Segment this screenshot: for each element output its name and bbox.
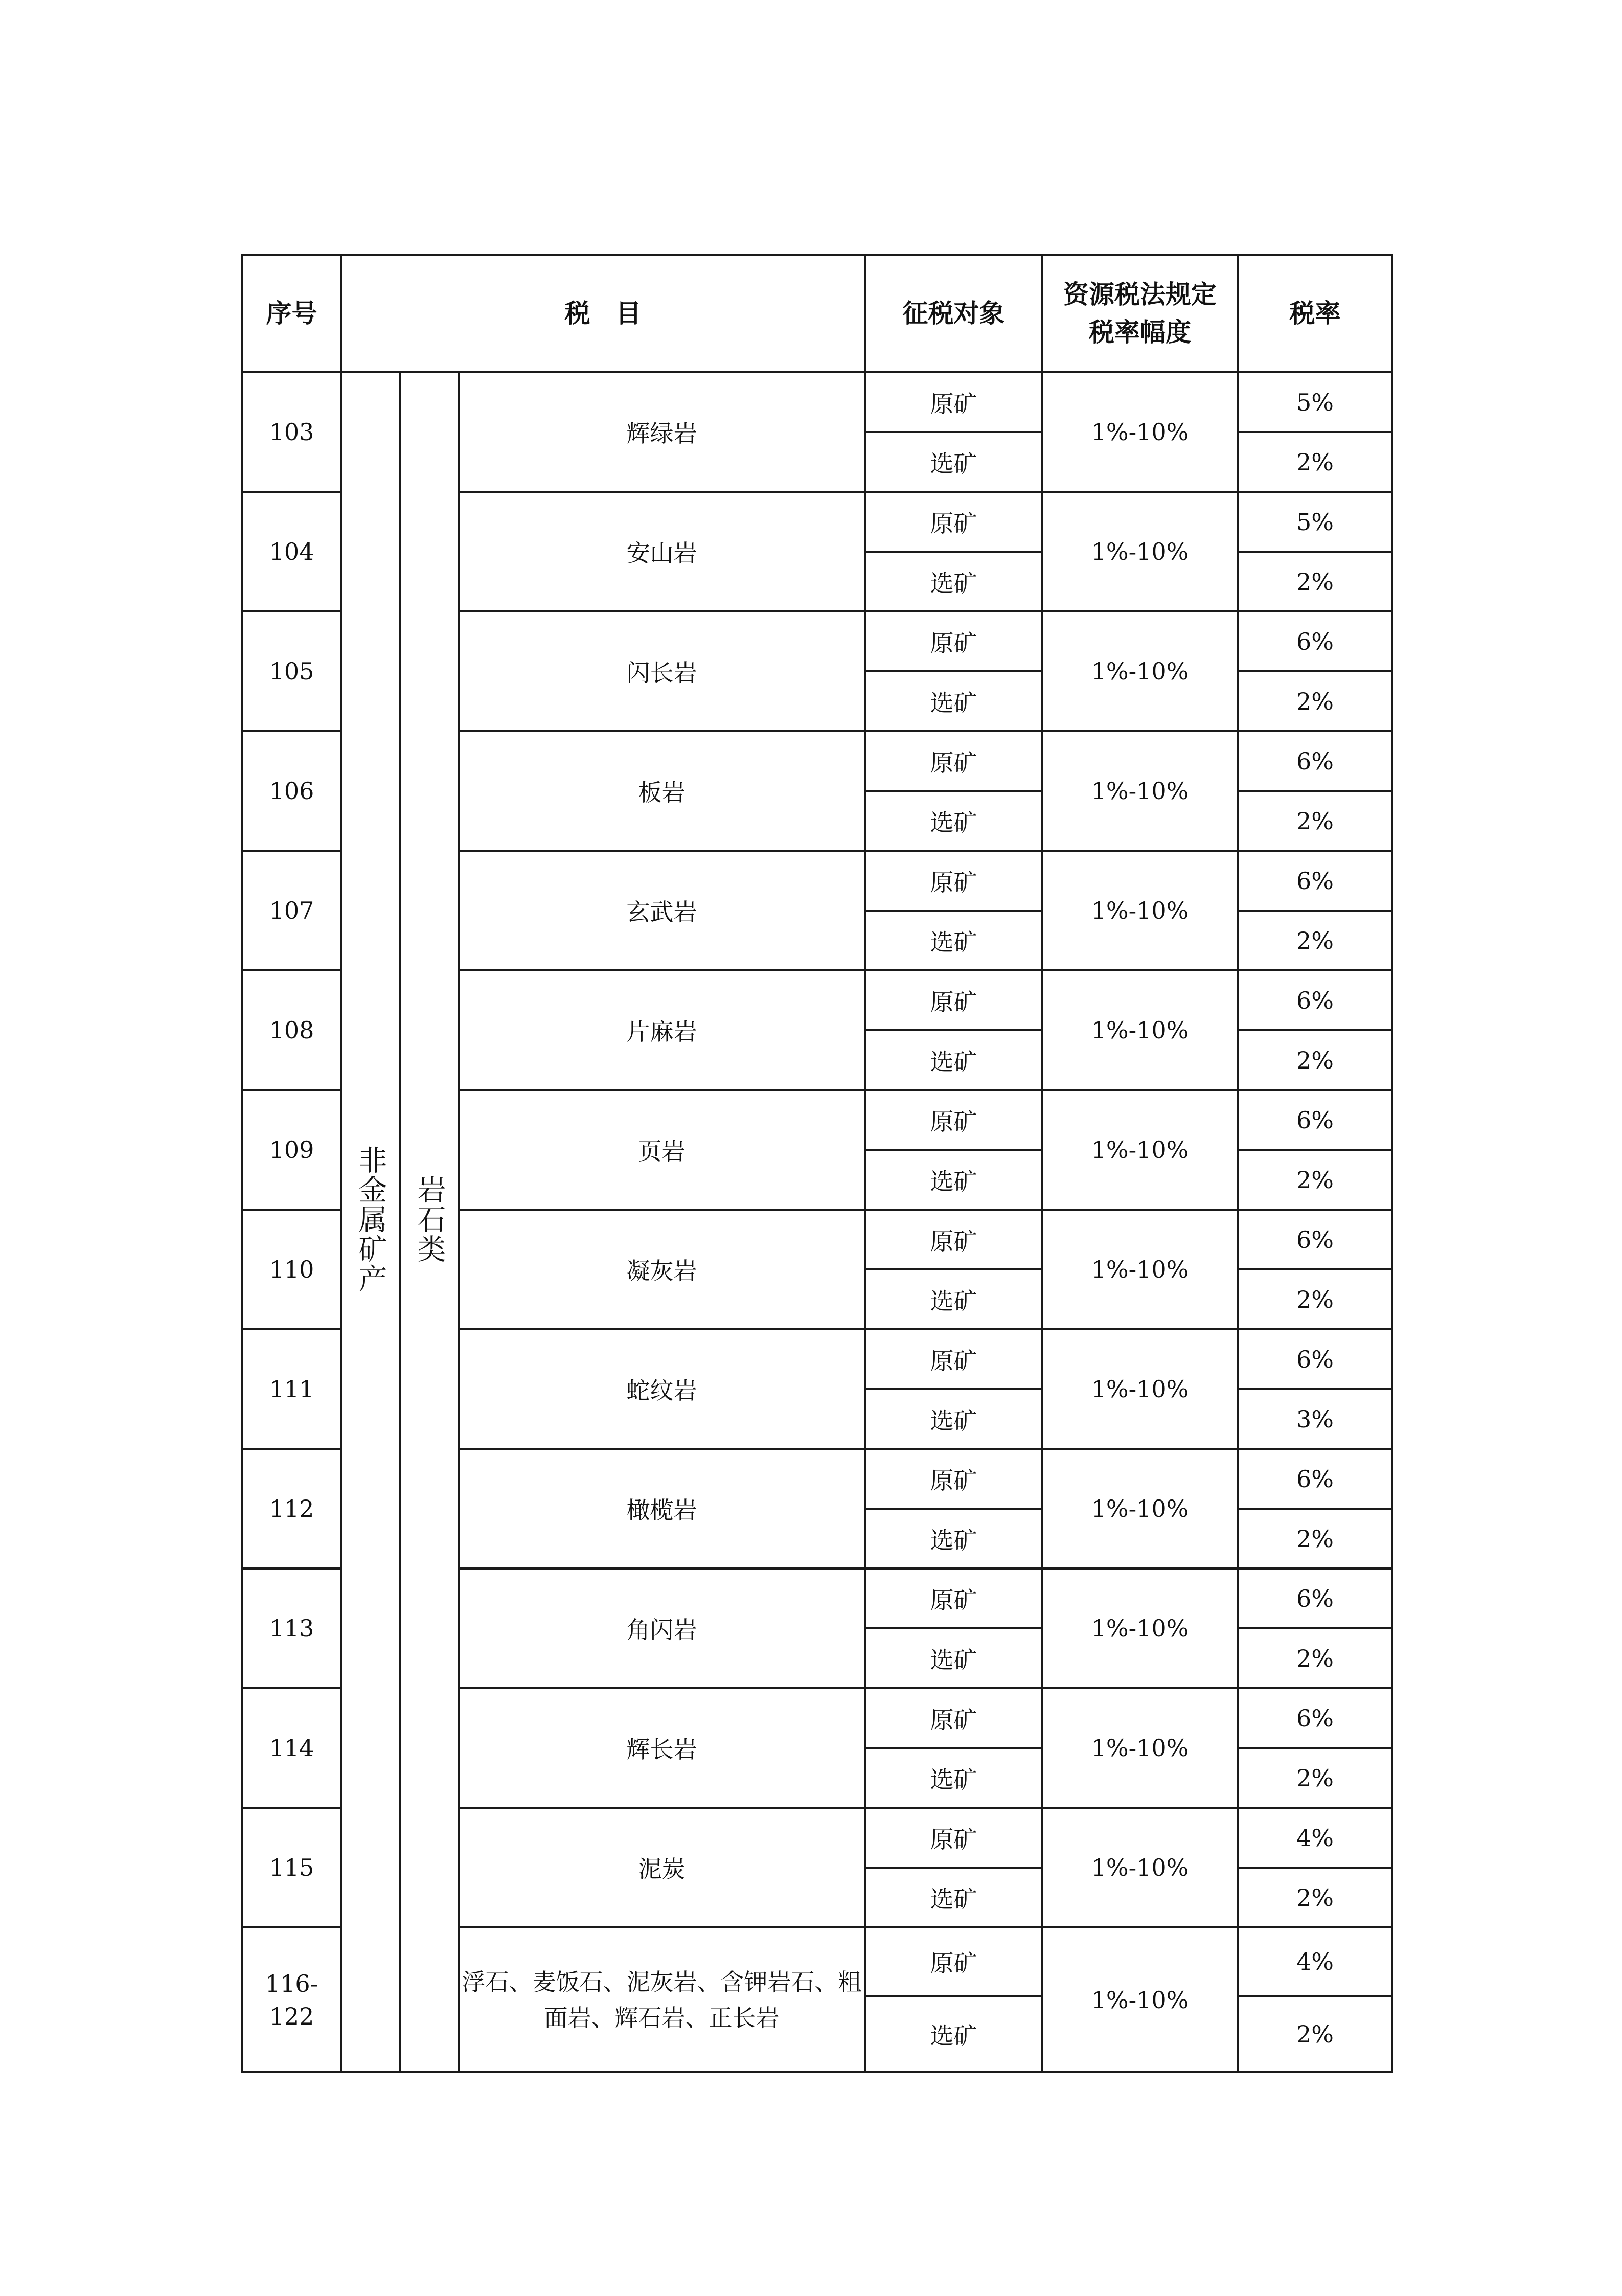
header-range: [1042, 255, 1238, 372]
object-processed: 选矿: [865, 1996, 1042, 2072]
table-row: [242, 372, 1392, 432]
rate-raw: 6%: [1238, 1449, 1392, 1509]
seq-cell: 110: [242, 1210, 341, 1329]
rate-processed: 2%: [1238, 1269, 1392, 1329]
object-raw: 原矿: [865, 1688, 1042, 1748]
subcategory-cell: [400, 372, 459, 2072]
rate-raw: 6%: [1238, 1210, 1392, 1269]
rate-processed: 2%: [1238, 1996, 1392, 2072]
rate-raw: 6%: [1238, 1568, 1392, 1628]
header-object: 征税对象: [865, 255, 1042, 372]
rate-range: 1%-10%: [1042, 1927, 1238, 2072]
rate-raw: 5%: [1238, 492, 1392, 552]
object-processed: 选矿: [865, 1748, 1042, 1808]
object-raw: 原矿: [865, 1210, 1042, 1269]
rate-processed: 2%: [1238, 1868, 1392, 1927]
rate-raw: 6%: [1238, 1090, 1392, 1150]
tax-item-name: 安山岩: [459, 492, 865, 611]
rate-range: 1%-10%: [1042, 1808, 1238, 1927]
seq-cell: 107: [242, 851, 341, 970]
rate-range: 1%-10%: [1042, 1449, 1238, 1568]
object-processed: 选矿: [865, 1628, 1042, 1688]
tax-rate-table: [241, 254, 1393, 2073]
object-raw: 原矿: [865, 1329, 1042, 1389]
table-body: [242, 372, 1392, 2072]
seq-cell: 111: [242, 1329, 341, 1449]
object-raw: 原矿: [865, 1568, 1042, 1628]
rate-range: 1%-10%: [1042, 492, 1238, 611]
rate-raw: 6%: [1238, 970, 1392, 1030]
rate-processed: 2%: [1238, 432, 1392, 492]
object-processed: 选矿: [865, 911, 1042, 970]
seq-cell: 108: [242, 970, 341, 1090]
rate-raw: 6%: [1238, 731, 1392, 791]
tax-item-name: 蛇纹岩: [459, 1329, 865, 1449]
rate-raw: 4%: [1238, 1808, 1392, 1868]
tax-item-name: 浮石、麦饭石、泥灰岩、含钾岩石、粗面岩、辉石岩、正长岩: [459, 1927, 865, 2072]
header-seq: 序号: [242, 255, 341, 372]
category-cell: [341, 372, 400, 2072]
tax-item-name: 角闪岩: [459, 1568, 865, 1688]
tax-item-name: 页岩: [459, 1090, 865, 1210]
rate-processed: 2%: [1238, 552, 1392, 611]
seq-cell: 109: [242, 1090, 341, 1210]
object-processed: 选矿: [865, 1030, 1042, 1090]
seq-cell: 116-122: [242, 1927, 341, 2072]
object-raw: 原矿: [865, 1090, 1042, 1150]
tax-item-name: 泥炭: [459, 1808, 865, 1927]
rate-processed: 2%: [1238, 1628, 1392, 1688]
category-label: 非金属矿产: [354, 1145, 387, 1293]
rate-raw: 6%: [1238, 1688, 1392, 1748]
tax-item-name: 辉绿岩: [459, 372, 865, 492]
rate-range: 1%-10%: [1042, 611, 1238, 731]
subcategory-label: 岩石类: [413, 1175, 446, 1264]
object-processed: 选矿: [865, 791, 1042, 851]
tax-item-name: 玄武岩: [459, 851, 865, 970]
object-processed: 选矿: [865, 1269, 1042, 1329]
rate-range: 1%-10%: [1042, 1329, 1238, 1449]
object-processed: 选矿: [865, 1150, 1042, 1210]
object-processed: 选矿: [865, 1868, 1042, 1927]
object-raw: 原矿: [865, 851, 1042, 911]
object-raw: 原矿: [865, 970, 1042, 1030]
object-raw: 原矿: [865, 1449, 1042, 1509]
rate-raw: 6%: [1238, 851, 1392, 911]
header-rate: 税率: [1238, 255, 1392, 372]
tax-item-name: 凝灰岩: [459, 1210, 865, 1329]
rate-range: 1%-10%: [1042, 1090, 1238, 1210]
tax-item-name: 闪长岩: [459, 611, 865, 731]
rate-processed: 2%: [1238, 1150, 1392, 1210]
rate-processed: 2%: [1238, 671, 1392, 731]
seq-cell: 105: [242, 611, 341, 731]
header-item: 税 目: [341, 255, 865, 372]
rate-processed: 2%: [1238, 791, 1392, 851]
object-processed: 选矿: [865, 552, 1042, 611]
object-processed: 选矿: [865, 432, 1042, 492]
header-range-text: 资源税法规定税率幅度: [1063, 280, 1217, 347]
rate-range: 1%-10%: [1042, 1568, 1238, 1688]
rate-processed: 2%: [1238, 1509, 1392, 1568]
rate-range: 1%-10%: [1042, 970, 1238, 1090]
rate-processed: 3%: [1238, 1389, 1392, 1449]
rate-range: 1%-10%: [1042, 1688, 1238, 1808]
tax-item-name: 辉长岩: [459, 1688, 865, 1808]
rate-raw: 6%: [1238, 611, 1392, 671]
rate-processed: 2%: [1238, 1748, 1392, 1808]
rate-processed: 2%: [1238, 1030, 1392, 1090]
object-raw: 原矿: [865, 492, 1042, 552]
tax-item-name: 片麻岩: [459, 970, 865, 1090]
object-processed: 选矿: [865, 671, 1042, 731]
header-row: [242, 255, 1392, 372]
seq-cell: 112: [242, 1449, 341, 1568]
rate-range: 1%-10%: [1042, 731, 1238, 851]
seq-cell: 104: [242, 492, 341, 611]
object-processed: 选矿: [865, 1389, 1042, 1449]
seq-cell: 103: [242, 372, 341, 492]
object-raw: 原矿: [865, 372, 1042, 432]
rate-raw: 6%: [1238, 1329, 1392, 1389]
rate-raw: 4%: [1238, 1927, 1392, 1996]
object-raw: 原矿: [865, 611, 1042, 671]
object-raw: 原矿: [865, 731, 1042, 791]
rate-range: 1%-10%: [1042, 372, 1238, 492]
seq-cell: 114: [242, 1688, 341, 1808]
seq-cell: 113: [242, 1568, 341, 1688]
rate-range: 1%-10%: [1042, 1210, 1238, 1329]
tax-item-name: 板岩: [459, 731, 865, 851]
object-raw: 原矿: [865, 1927, 1042, 1996]
seq-cell: 106: [242, 731, 341, 851]
rate-raw: 5%: [1238, 372, 1392, 432]
seq-cell: 115: [242, 1808, 341, 1927]
tax-item-name: 橄榄岩: [459, 1449, 865, 1568]
rate-processed: 2%: [1238, 911, 1392, 970]
object-processed: 选矿: [865, 1509, 1042, 1568]
rate-range: 1%-10%: [1042, 851, 1238, 970]
object-raw: 原矿: [865, 1808, 1042, 1868]
